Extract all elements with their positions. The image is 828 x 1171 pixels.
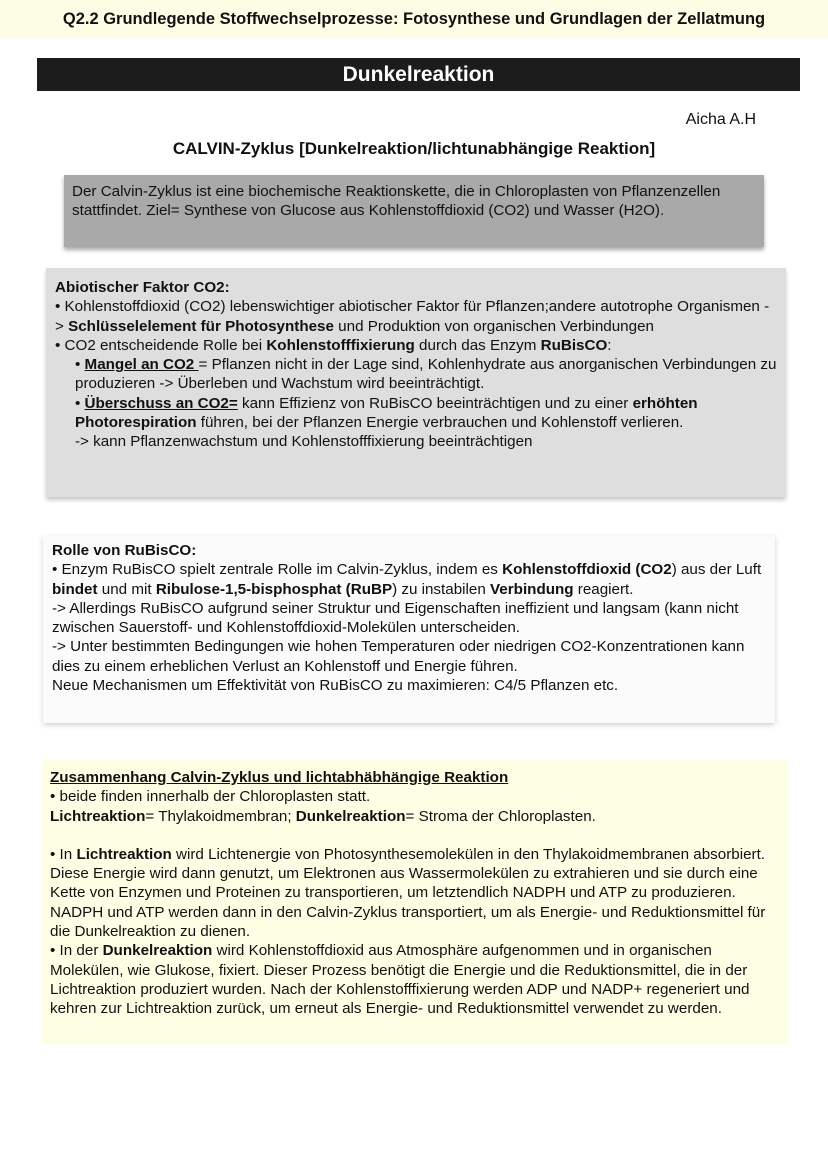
section-subtitle: CALVIN-Zyklus [Dunkelreaktion/lichtunabhängige Reaktion] — [172, 139, 656, 158]
rubisco-paragraph-4: Neue Mechanismen um Effektivität von RuBisCO zu maximieren: C4/5 Pflanzen etc. — [52, 677, 619, 695]
co2-sub-ueberschuss: • Überschuss an CO2= kann Effizienz von RuBisCO beeinträchtigen und zu einer erhöhten Photorespiration führen, bei der Pflanzen Energie verbrauchen und Kohlenstoff verlieren. — [75, 394, 698, 432]
page-title: Dunkelreaktion — [37, 58, 800, 91]
rubisco-paragraph-1: • Enzym RuBisCO spielt zentrale Rolle im Calvin-Zyklus, indem es Kohlenstoffdioxid (CO2) aus der Luft bindet und mit Ribulose-1,5-bisphosphat (RuBP) zu instabilen Verbindung reagiert. — [52, 561, 762, 598]
co2-sub-consequence: -> kann Pflanzenwachstum und Kohlenstofffixierung beeinträchtigen — [75, 433, 533, 451]
spacer — [50, 826, 780, 845]
co2-bullet-1: • Kohlenstoffdioxid (CO2) lebenswichtiger abiotischer Faktor für Pflanzen;andere autotrophe Organismen -> Schlüsselelement für Photosynthese und Produktion von organischen Verbindungen — [55, 298, 770, 335]
rubisco-paragraph-3: -> Unter bestimmten Bedingungen wie hohen Temperaturen oder niedrigen CO2-Konzentrationen kann dies zu einem erheblichen Verlust an Kohlenstoff und Energie führen. — [52, 638, 745, 675]
co2-bullet-2: • CO2 entscheidende Rolle bei Kohlenstofffixierung durch das Enzym RuBisCO: — [55, 336, 612, 354]
course-title: Q2.2 Grundlegende Stoffwechselprozesse: Fotosynthese und Grundlagen der Zellatmung — [0, 0, 828, 38]
relation-paragraph-light: • In Lichtreaktion wird Lichtenergie von Photosynthesemolekülen in den Thylakoidmembranen absorbiert. Diese Energie wird dann genutzt, um Elektronen aus Wassermolekülen zu extrahieren und sie durch eine Kette von Enzymen und Proteinen zu transportieren, um letztendlich NADPH und ATP zu produzieren. NADPH und ATP werden dann in den Calvin-Zyklus transportiert, um als Energie- und Reduktionsmittel für die Dunkelreaktion zu dienen. — [50, 845, 766, 941]
relation-heading: Zusammenhang Calvin-Zyklus und lichtabhäbhängige Reaktion — [50, 769, 509, 786]
relation-line-2: Lichtreaktion= Thylakoidmembran; Dunkelreaktion= Stroma der Chloroplasten. — [50, 807, 596, 825]
relation-box — [42, 760, 788, 1044]
intro-text: Der Calvin-Zyklus ist eine biochemische Reaktionskette, die in Chloroplasten von Pflanzenzellen stattfindet. Ziel= Synthese von Glucose aus Kohlenstoffdioxid (CO2) und Wasser (H2O). — [72, 183, 721, 220]
relation-line-1: • beide finden innerhalb der Chloroplasten statt. — [50, 788, 371, 806]
relation-paragraph-dark: • In der Dunkelreaktion wird Kohlenstoffdioxid aus Atmosphäre aufgenommen und in organischen Molekülen, wie Glukose, fixiert. Dieser Prozess benötigt die Energie und die Reduktionsmittel, die in der Lichtreaktion produziert wurden. Nach der Kohlenstofffixierung werden ADP und NADP+ regeneriert und kehren zur Lichtreaktion zurück, um erneut als Energie- und Reduktionsmittel verwendet zu werden. — [50, 942, 750, 1018]
co2-sub-mangel: • Mangel an CO2 = Pflanzen nicht in der Lage sind, Kohlenhydrate aus anorganischen Verbindungen zu produzieren -> Überleben und Wachstum wird beeinträchtigt. — [75, 356, 777, 393]
intro-box — [64, 175, 764, 247]
rubisco-box — [43, 535, 775, 723]
co2-heading: Abiotischer Faktor CO2: — [55, 279, 230, 296]
author: Aicha A.H — [685, 111, 756, 128]
co2-box — [46, 268, 786, 497]
rubisco-heading: Rolle von RuBisCO: — [52, 542, 197, 559]
rubisco-paragraph-2: -> Allerdings RuBisCO aufgrund seiner Struktur und Eigenschaften ineffizient und langsam (kann nicht zwischen Sauerstoff- und Kohlenstoffdioxid-Molekülen unterscheiden. — [52, 599, 739, 637]
